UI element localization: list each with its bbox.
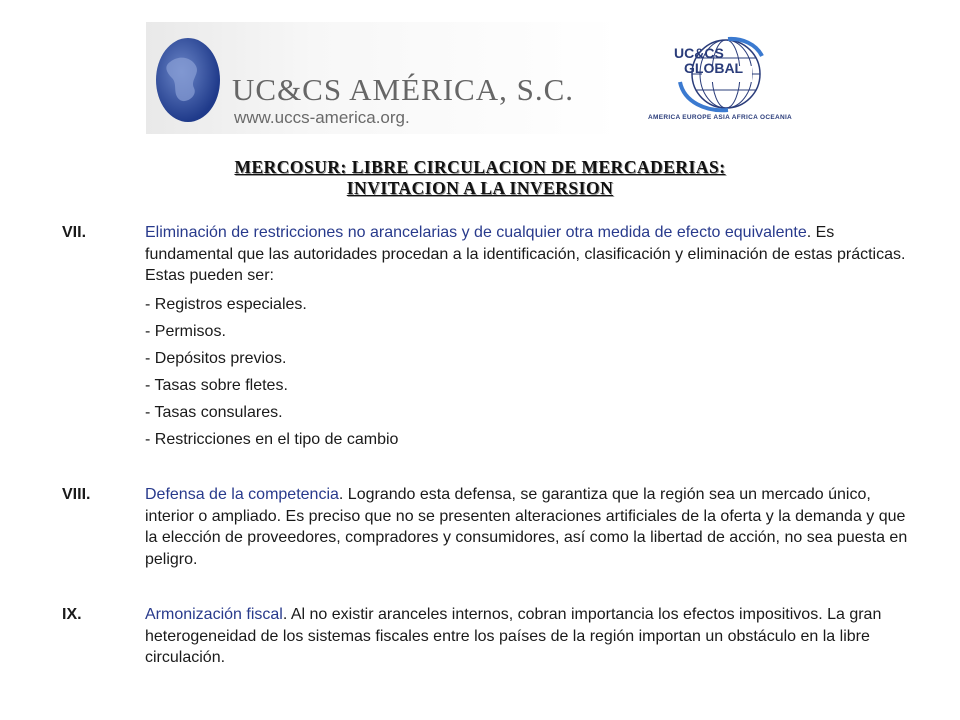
list-item: - Permisos. <box>145 322 226 340</box>
global-logo-continents: AMERICA EUROPE ASIA AFRICA OCEANIA <box>648 114 793 121</box>
section-text: . Logrando esta defensa, se garantiza que la región sea un mercado único, interior o ampliado. Es preciso que no se presenten alteraciones artificiales de la oferta y la demanda y que la elección de proveedores, compradores y consumidores, así como la libertad de acción, no sea puesta en peligro. <box>145 486 908 568</box>
list-item: - Registros especiales. <box>145 295 307 313</box>
section-number: VIII. <box>62 486 91 503</box>
company-url: www.uccs-america.org. <box>234 108 410 127</box>
section-ix <box>62 604 922 669</box>
globe-icon <box>150 32 220 128</box>
section-number: IX. <box>62 606 82 623</box>
list-item: - Tasas consulares. <box>145 403 283 421</box>
global-logo-text <box>674 46 743 76</box>
company-name: UC&CS AMÉRICA, S.C. <box>232 72 575 107</box>
section-heading: Armonización fiscal <box>145 606 283 623</box>
global-logo-line2: GLOBAL <box>684 60 744 76</box>
uccs-america-logo <box>146 22 621 134</box>
list-item: - Depósitos previos. <box>145 349 287 367</box>
section-vii <box>62 222 922 456</box>
section-paragraph <box>145 484 915 570</box>
list-item: - Restricciones en el tipo de cambio <box>145 430 399 448</box>
section-viii <box>62 484 922 570</box>
section-heading: Eliminación de restricciones no arancelarias y de cualquier otra medida de efecto equivalente <box>145 224 807 241</box>
global-logo-line1: UC&CS <box>674 45 724 61</box>
section-heading: Defensa de la competencia <box>145 486 339 503</box>
uccs-global-logo <box>648 36 798 128</box>
title-line-1: MERCOSUR: LIBRE CIRCULACION DE MERCADERIAS: <box>234 157 726 177</box>
section-paragraph <box>145 604 915 669</box>
section-text: . Al no existir aranceles internos, cobran importancia los efectos impositivos. La gran heterogeneidad de los sistemas fiscales entre los países de la región importan un obstáculo en la libre circulación. <box>145 606 882 666</box>
page-title <box>100 157 860 199</box>
bullet-list <box>145 294 922 456</box>
section-paragraph <box>145 222 915 287</box>
title-line-2: INVITACION A LA INVERSION <box>346 178 614 198</box>
list-item: - Tasas sobre fletes. <box>145 376 288 394</box>
section-text: . Es fundamental que las autoridades procedan a la identificación, clasificación y eliminación de estas prácticas. Estas pueden ser: <box>145 224 906 284</box>
section-number: VII. <box>62 224 87 241</box>
